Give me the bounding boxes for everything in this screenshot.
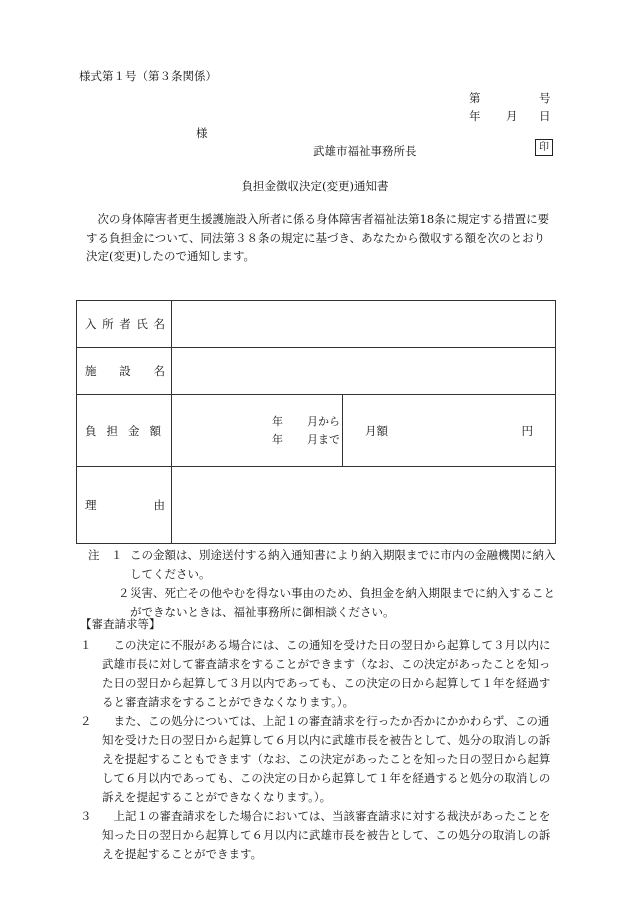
appeal-item xyxy=(80,636,554,712)
period-from-month: 月から xyxy=(307,414,340,428)
row-reason xyxy=(77,467,556,544)
document-number-prefix: 第 xyxy=(469,91,481,105)
label-char: 氏 xyxy=(136,317,148,331)
note-2-text: 災害、死亡その他やむを得ない事由のため、負担金を納入期限までに納入することができないときは、福祉事務所に御相談ください。 xyxy=(130,586,556,619)
note-1 xyxy=(88,546,558,584)
label-char: 負 xyxy=(85,423,97,438)
period-to xyxy=(172,431,342,449)
document-number-suffix: 号 xyxy=(539,91,551,105)
row-facility xyxy=(77,348,556,395)
date-month: 月 xyxy=(506,109,518,123)
appeal-item xyxy=(80,807,554,864)
appeal-heading: 【審査請求等】 xyxy=(80,617,161,631)
note-1-number: 注 １ xyxy=(88,548,123,562)
label-char: 理 xyxy=(85,498,97,512)
appeal-item-text: また、この処分については、上記１の審査請求を行ったか否かにかかわらず、この通知を受けた日の翌日から起算して６月以内に武雄市長を被告として、処分の取消しの訴えを提起することもできます（なお、この決定があったことを知った日の翌日から起算して６月以内であっても、この決定の日から起算して１年を経過すると処分の取消しの訴えを提起することができなくなります。）。 xyxy=(102,714,551,804)
period-to-month: 月まで xyxy=(307,432,340,446)
label-facility xyxy=(77,348,172,395)
value-period[interactable] xyxy=(172,395,343,467)
value-reason[interactable] xyxy=(172,467,556,544)
seal-stamp: 印 xyxy=(535,139,553,156)
period-to-year: 年 xyxy=(272,432,283,446)
label-reason xyxy=(77,467,172,544)
value-facility[interactable] xyxy=(172,348,556,395)
label-char: 担 xyxy=(106,423,118,438)
label-char: 者 xyxy=(119,317,131,331)
value-resident-name[interactable] xyxy=(172,301,556,348)
monthly-label: 月額 xyxy=(365,423,388,438)
label-char: 由 xyxy=(153,498,165,512)
recipient-honorific: 様 xyxy=(196,126,208,140)
document-title: 負担金徴収決定(変更)通知書 xyxy=(241,179,389,193)
label-amount xyxy=(77,395,172,467)
label-char: 名 xyxy=(153,364,165,378)
label-char: 施 xyxy=(85,364,97,378)
appeal-list xyxy=(80,636,554,864)
appeal-item-number: １ xyxy=(80,638,92,652)
date-day: 日 xyxy=(539,109,551,123)
yen-label: 円 xyxy=(521,423,533,438)
period-from-year: 年 xyxy=(272,414,283,428)
note-2-number: ２ xyxy=(118,586,130,600)
body-paragraph xyxy=(86,210,556,266)
row-resident-name xyxy=(77,301,556,348)
label-char: 金 xyxy=(128,423,140,438)
appeal-item xyxy=(80,712,554,807)
row-amount xyxy=(77,395,556,467)
value-monthly-amount[interactable] xyxy=(343,395,556,467)
label-char: 所 xyxy=(102,317,114,331)
form-number: 様式第１号（第３条関係） xyxy=(79,69,217,83)
date-year: 年 xyxy=(469,109,481,123)
appeal-item-number: ２ xyxy=(80,714,92,728)
label-char: 額 xyxy=(149,423,161,438)
issuer-name: 武雄市福祉事務所長 xyxy=(313,144,417,158)
label-char: 名 xyxy=(153,317,165,331)
info-table xyxy=(76,300,556,544)
body-text: 次の身体障害者更生援護施設入所者に係る身体障害者福祉法第18条に規定する措置に要する負担金について、同法第３８条の規定に基づき、あなたから徴収する額を次のとおり決定(変更)したので通知します。 xyxy=(86,212,550,263)
appeal-item-text: この決定に不服がある場合には、この通知を受けた日の翌日から起算して３月以内に武雄市長に対して審査請求をすることができます（なお、この決定があったことを知った日の翌日から起算して３月以内であっても、この決定の日から起算して１年を経過すると審査請求をすることができなくなります。）。 xyxy=(102,638,551,709)
notes xyxy=(88,546,558,622)
label-char: 入 xyxy=(85,317,97,331)
appeal-item-number: ３ xyxy=(80,809,92,823)
label-resident-name xyxy=(77,301,172,348)
appeal-item-text: 上記１の審査請求をした場合においては、当該審査請求に対する裁決があったことを知った日の翌日から起算して６月以内に武雄市長を被告として、この処分の取消しの訴えを提起することができます。 xyxy=(102,809,551,861)
note-1-text: この金額は、別途送付する納入通知書により納入期限までに市内の金融機関に納入してください。 xyxy=(130,548,556,581)
label-char: 設 xyxy=(119,364,131,378)
period-from xyxy=(172,413,342,431)
